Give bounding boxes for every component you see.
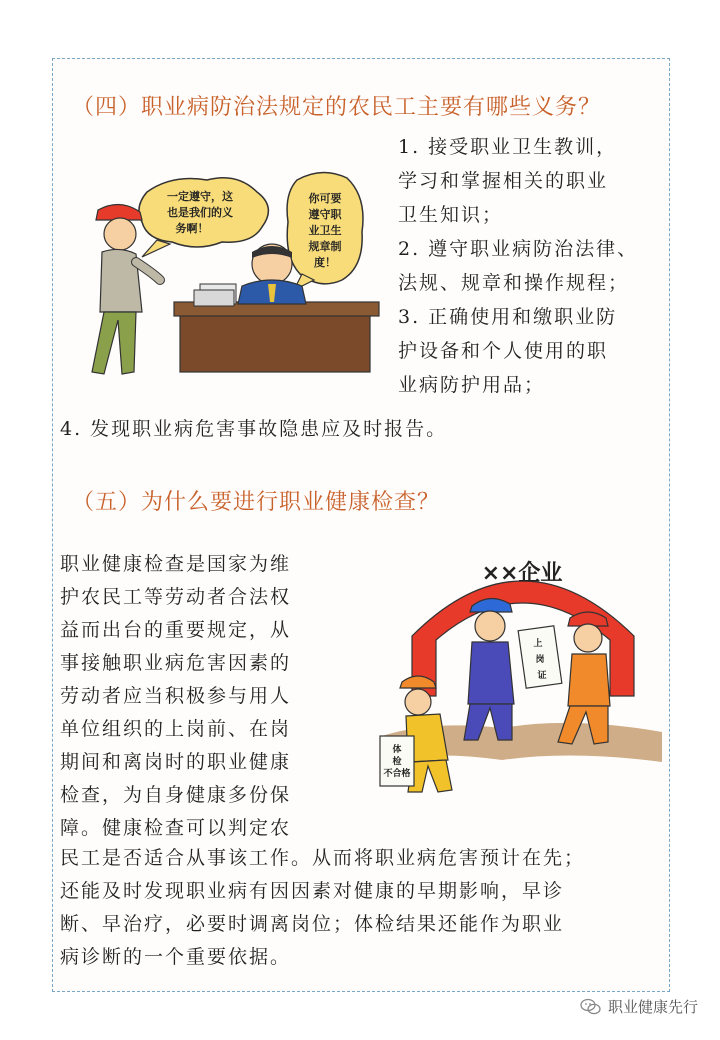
paragraph-line: 病诊断的一个重要依据。 [60,946,292,968]
permit-label-3: 证 [537,671,547,681]
report-label-3: 不合格 [383,769,411,779]
report-label-2: 检 [392,757,402,767]
official-bubble-line1: 你可要 [308,192,342,205]
paragraph-line: 益而出台的重要规定，从 [60,619,292,641]
section4-heading: （四）职业病防治法规定的农民工主要有哪些义务？ [72,95,602,120]
paragraph-line: 还能及时发现职业病有因因素对健康的早期影响，早诊 [60,880,565,902]
arch-label: ××企业 [481,561,563,586]
duty-line: 卫生知识； [398,204,504,226]
health-check-illustration [372,536,672,808]
worker-bubble-line1: 一定遵守，这 [167,190,233,203]
official-bubble-line3: 业卫生 [308,224,342,237]
watermark-text: 职业健康先行 [607,998,698,1016]
paragraph-line: 事接触职业病危害因素的 [60,652,292,674]
section5-heading: （五）为什么要进行职业健康检查？ [72,490,441,515]
paragraph-line: 护农民工等劳动者合法权 [60,586,292,608]
watermark [580,996,698,1017]
worker-bubble-line3: 务啊！ [175,222,209,235]
duties-list [398,130,638,402]
permit-label-1: 上 [533,639,543,649]
paragraph-line: 单位组织的上岗前、在岗 [60,718,292,740]
official-bubble-line4: 规章制 [308,240,342,253]
paragraph-line: 职业健康检查是国家为维 [60,553,292,575]
report-label-1: 体 [392,745,402,755]
duty-line: 2. 遵守职业病防治法律、 [398,238,639,260]
paragraph-line: 断、早治疗，必要时调离岗位；体检结果还能作为职业 [60,913,565,935]
permit-label-2: 岗 [535,655,545,665]
exam-paragraph-a [60,548,291,845]
duty-line: 1. 接受职业卫生教训， [398,136,618,158]
paragraph-line: 检查，为自身健康多份保 [60,784,292,806]
duty-line: 学习和掌握相关的职业 [398,170,609,192]
duty-line: 法规、规章和操作规程； [398,272,630,294]
duty-illustration [62,162,380,392]
paragraph-line: 障。健康检查可以判定农 [60,817,292,839]
duty-4-line: 4. 发现职业病危害事故隐患应及时报告。 [60,418,448,440]
official-bubble-line2: 遵守职 [308,208,342,221]
paragraph-line: 劳动者应当积极参与用人 [60,685,292,707]
wechat-icon [580,998,602,1016]
worker-bubble-line2: 也是我们的义 [167,206,233,219]
paragraph-line: 民工是否适合从事该工作。从而将职业病危害预计在先； [60,847,586,869]
exam-paragraph-b [60,842,585,974]
paragraph-line: 期间和离岗时的职业健康 [60,751,292,773]
duty-line: 业病防护用品； [398,374,546,396]
duty-line: 3. 正确使用和缴职业防 [398,306,618,328]
official-bubble-line5: 度！ [314,256,336,269]
duty-line: 护设备和个人使用的职 [398,340,609,362]
